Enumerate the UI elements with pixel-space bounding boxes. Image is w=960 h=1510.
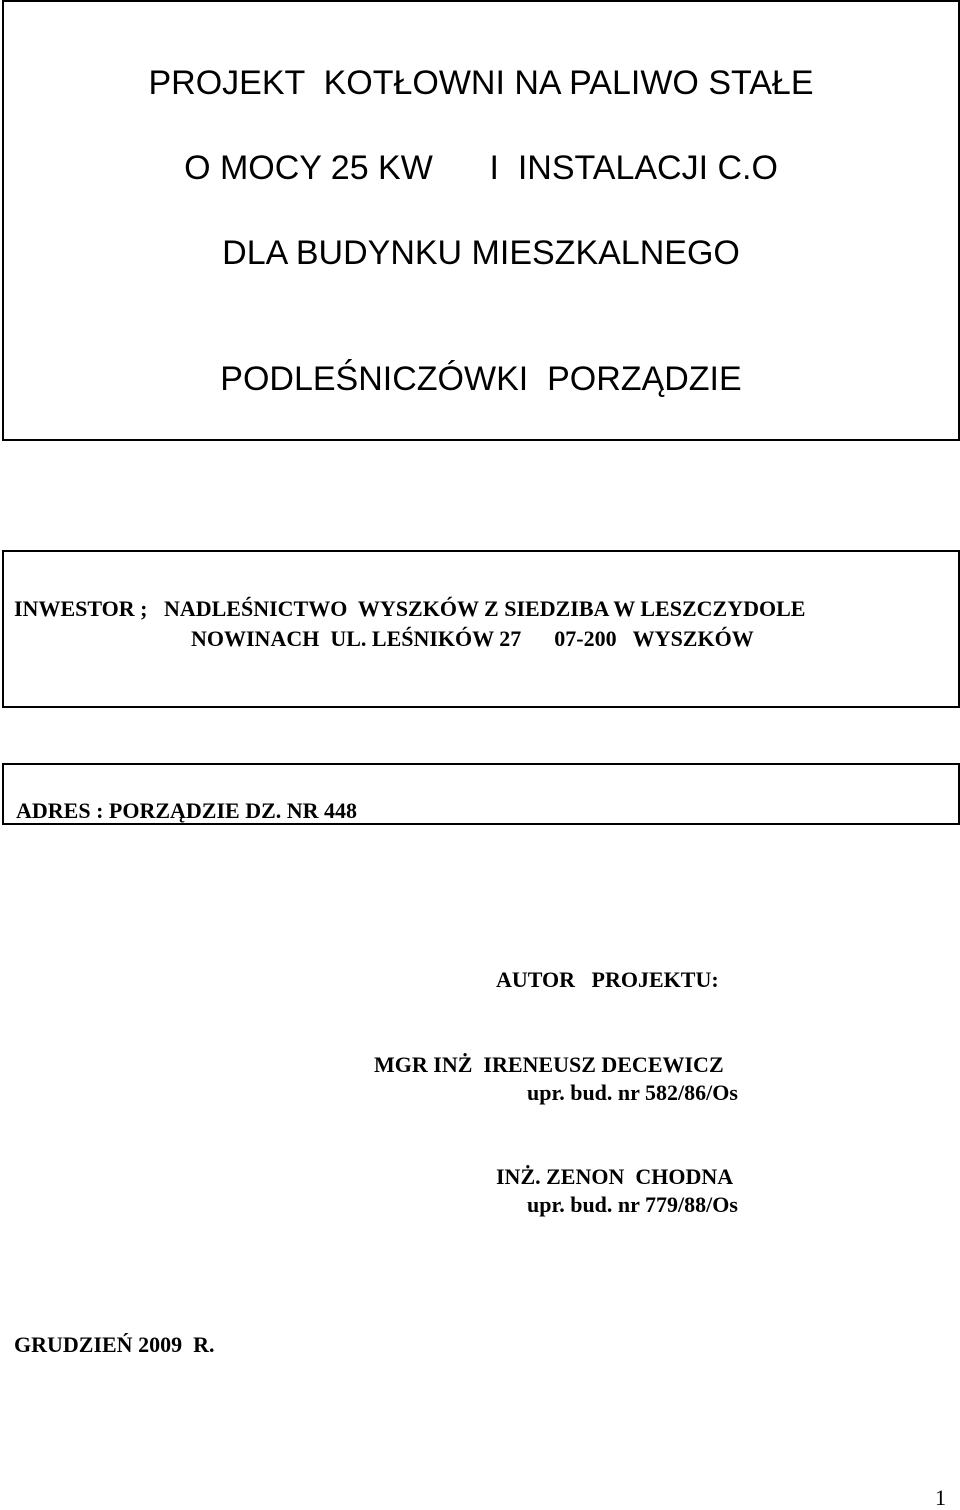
author1-name: MGR INŻ IRENEUSZ DECEWICZ [374, 1052, 724, 1077]
author2-license: upr. bud. nr 779/88/Os [527, 1192, 738, 1217]
title-line-1: PROJEKT KOTŁOWNI NA PALIWO STAŁE [148, 64, 814, 102]
title-box [2, 0, 960, 441]
address-line: ADRES : PORZĄDZIE DZ. NR 448 [16, 798, 358, 823]
investor-box [2, 550, 960, 708]
authors-heading: AUTOR PROJEKTU: [496, 967, 719, 992]
author2-name: INŻ. ZENON CHODNA [496, 1164, 734, 1189]
title-line-2: O MOCY 25 KW I INSTALACJI C.O [184, 149, 778, 187]
address-box [2, 763, 960, 825]
title-line-3: DLA BUDYNKU MIESZKALNEGO [222, 234, 740, 272]
date-line: GRUDZIEŃ 2009 R. [14, 1332, 215, 1357]
author1-license: upr. bud. nr 582/86/Os [527, 1080, 738, 1105]
page-number: 1 [935, 1485, 946, 1510]
investor-line-2: NOWINACH UL. LEŚNIKÓW 27 07-200 WYSZKÓW [191, 626, 754, 651]
investor-line-1: INWESTOR ; NADLEŚNICTWO WYSZKÓW Z SIEDZIBA W LESZCZYDOLE [14, 596, 806, 621]
title-line-4: PODLEŚNICZÓWKI PORZĄDZIE [220, 360, 742, 398]
